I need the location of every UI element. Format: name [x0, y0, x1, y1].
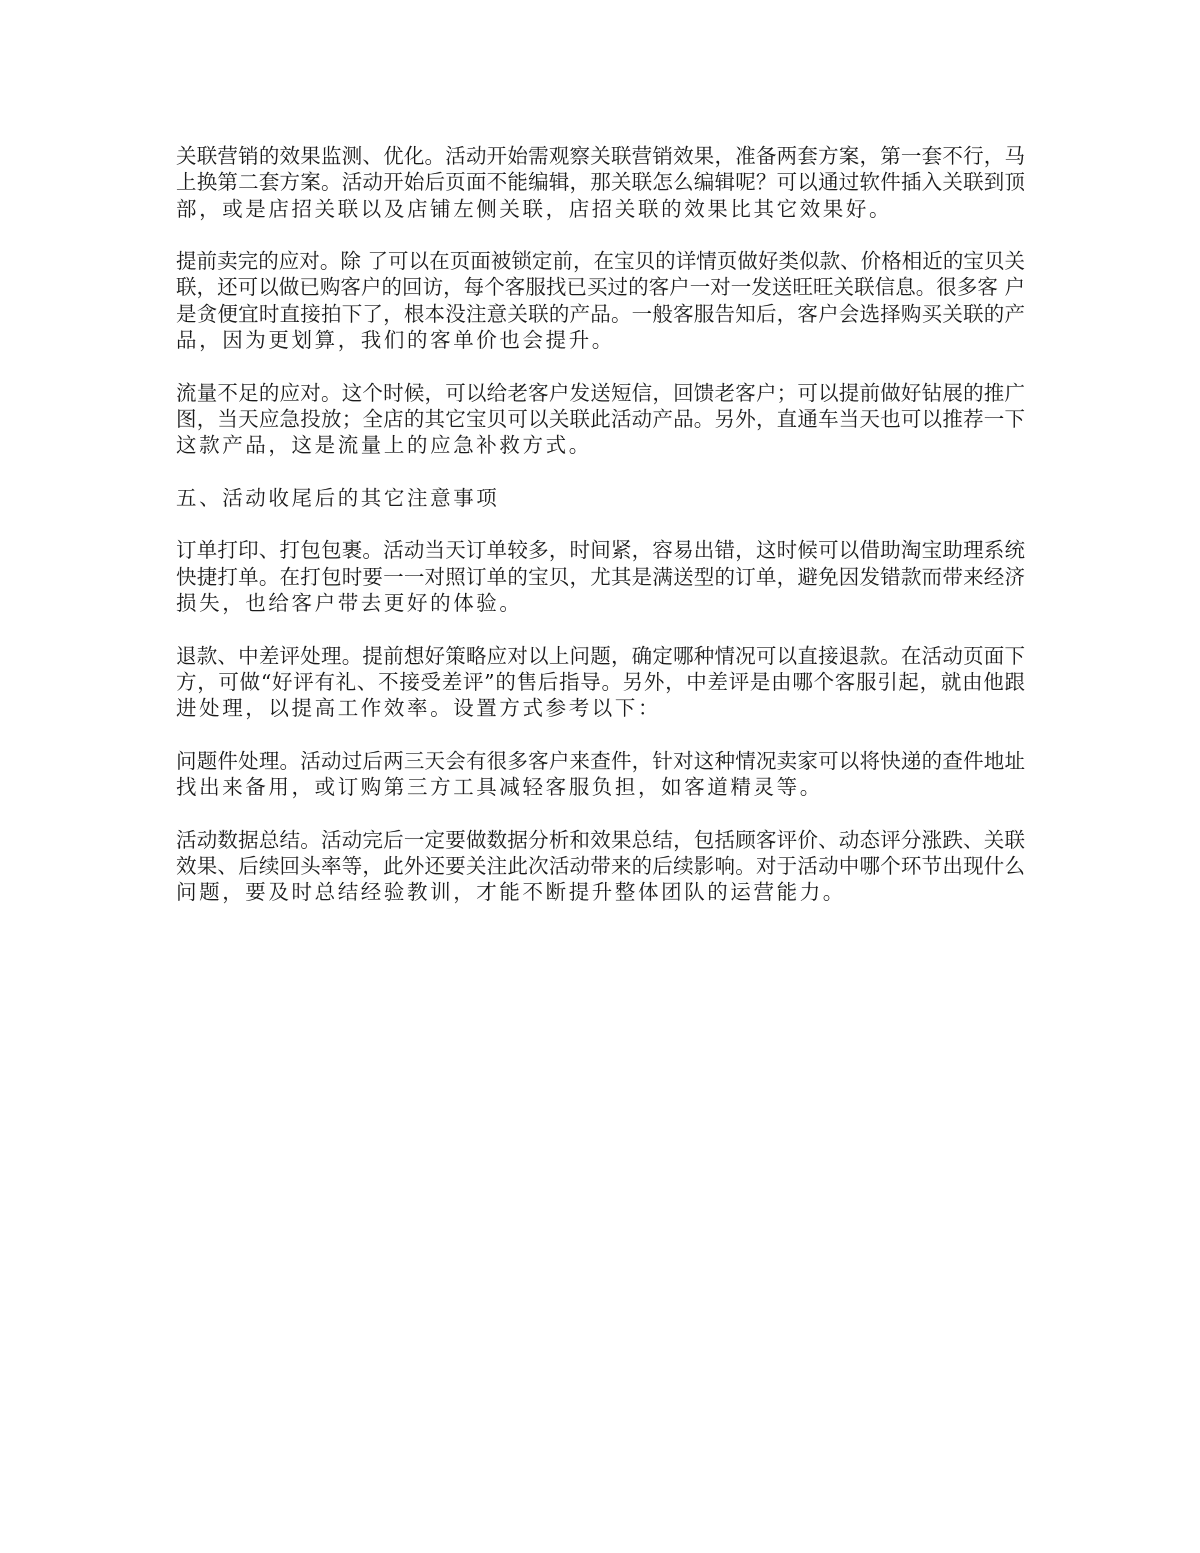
paragraph [176, 748, 1025, 801]
text-line: 品，因为更划算，我们的客单价也会提升。 [176, 328, 615, 353]
paragraph [176, 143, 1025, 222]
text-line: 订单打印、打包包裹。活动当天订单较多，时间紧，容易出错，这时候可以借助淘宝助理系统 [176, 538, 1025, 563]
text-line: 上换第二套方案。活动开始后页面不能编辑，那关联怎么编辑呢？可以通过软件插入关联到顶 [176, 170, 1025, 195]
text-line: 问题，要及时总结经验教训，才能不断提升整体团队的运营能力。 [176, 880, 846, 905]
document-page [176, 143, 1025, 932]
paragraph [176, 827, 1025, 906]
text-line: 这款产品，这是流量上的应急补救方式。 [176, 433, 592, 458]
text-line: 流量不足的应对。这个时候，可以给老客户发送短信，回馈老客户；可以提前做好钻展的推广 [176, 380, 1025, 405]
text-line: 找出来备用，或订购第三方工具减轻客服负担，如客道精灵等。 [176, 775, 823, 800]
text-line: 关联营销的效果监测、优化。活动开始需观察关联营销效果，准备两套方案，第一套不行，马 [176, 144, 1025, 168]
text-line: 效果、后续回头率等，此外还要关注此次活动带来的后续影响。对于活动中哪个环节出现什么 [176, 854, 1025, 879]
text-line: 问题件处理。活动过后两三天会有很多客户来查件，针对这种情况卖家可以将快递的查件地址 [176, 748, 1025, 773]
text-line: 损失，也给客户带去更好的体验。 [176, 591, 523, 616]
text-line: 快捷打单。在打包时要一一对照订单的宝贝，尤其是满送型的订单，避免因发错款而带来经济 [176, 564, 1025, 589]
text-line: 图，当天应急投放；全店的其它宝贝可以关联此活动产品。另外，直通车当天也可以推荐一下 [176, 406, 1025, 431]
text-line: 是贪便宜时直接拍下了，根本没注意关联的产品。一般客服告知后，客户会选择购买关联的产 [176, 301, 1025, 326]
text-line: 活动数据总结。活动完后一定要做数据分析和效果总结，包括顾客评价、动态评分涨跌、关联 [176, 827, 1025, 852]
text-line: 方，可做“好评有礼、不接受差评”的售后指导。另外，中差评是由哪个客服引起，就由他跟 [176, 669, 1025, 694]
text-line: 提前卖完的应对。除 了可以在页面被锁定前，在宝贝的详情页做好类似款、价格相近的宝贝关 [176, 249, 1025, 274]
paragraph [176, 380, 1025, 459]
text-line: 退款、中差评处理。提前想好策略应对以上问题，确定哪种情况可以直接退款。在活动页面下 [176, 643, 1025, 668]
paragraph [176, 248, 1025, 353]
text-line: 进处理，以提高工作效率。设置方式参考以下： [176, 696, 662, 721]
paragraph [176, 537, 1025, 616]
text-line: 部，或是店招关联以及店铺左侧关联，店招关联的效果比其它效果好。 [176, 196, 893, 221]
paragraph [176, 643, 1025, 722]
text-line: 联，还可以做已购客户的回访，每个客服找已买过的客户一对一发送旺旺关联信息。很多客 户 [176, 275, 1025, 300]
section-heading [176, 485, 1025, 511]
text-line: 五、活动收尾后的其它注意事项 [176, 485, 500, 510]
